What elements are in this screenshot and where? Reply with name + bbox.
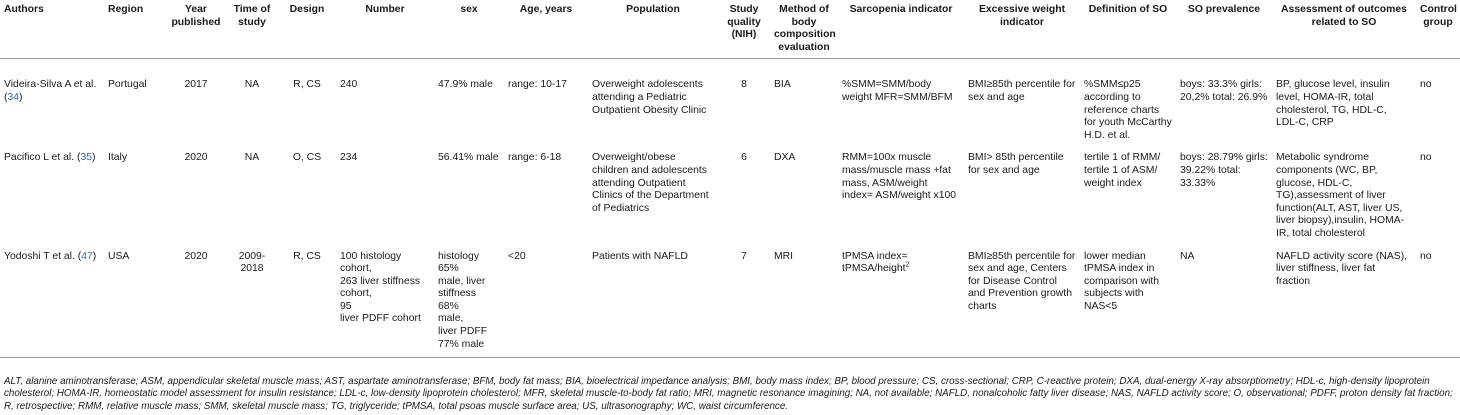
cell-control: no xyxy=(1420,79,1432,91)
cell-method: DXA xyxy=(774,152,796,164)
cell-sarcopenia: %SMM=SMM/body weight MFR=SMM/BFM xyxy=(842,79,953,103)
sex-line: male, xyxy=(438,313,464,325)
sex-line: male, liver xyxy=(438,275,486,287)
cell-prevalence: boys: 33.3% girls: 20,2% total: 26.9% xyxy=(1180,79,1268,103)
table-footnote: ALT, alanine aminotransferase; ASM, appendicular skeletal muscle mass; AST, aspartate aminotransferase; BFM, body fat mass; BIA, bioelectrical impedance analysis; BMI, body mass index; BP, blood pressure; CS, cross-sectional; CRP, C-reactive protein; DXA, dual-energy X-ray absorptiometry; HDL-c, high-density lipoprotein cholesterol; HOMA-IR, homeostatic model assessment for insulin resistance; LDL-c, low-density lipoprotein cholesterol; MFR, skeletal muscle-to-body fat ratio; MRI, magnetic resonance imagining; NA, not available; NAFLD, nonalcoholic fatty liver disease; NAS, NAFLD activity score; O, observational; PDFF, proton density fat fraction; R, retrospective; RMM, relative muscle mass; SMM, skeletal muscle mass; TG, triglyceride; tPMSA, total psoas muscle surface area; US, ultrasonography; WC, waist circumference. xyxy=(4,376,1453,412)
cell-number xyxy=(336,241,434,358)
number-line: 100 histology xyxy=(340,250,402,262)
cell-time: NA xyxy=(244,152,260,164)
cell-outcomes: Metabolic syndrome components (WC, BP, glucose, HDL-C, TG),assessment of liver function(ALT, AST, liver US, liver biopsy),insulin, HOMA-IR, total cholesterol xyxy=(1276,152,1405,239)
header-row xyxy=(0,4,1460,59)
header-method: Method of body composition evaluation xyxy=(774,4,836,53)
cell-time: NA xyxy=(244,79,260,91)
cell-prevalence: boys: 28.79% girls: 39.22% total: 33.33% xyxy=(1180,152,1268,189)
cell-authors xyxy=(0,59,104,142)
cell-number: 240 xyxy=(340,79,358,91)
superscript: 2 xyxy=(905,261,910,269)
cell-design: R, CS xyxy=(293,250,321,262)
cell-number: 234 xyxy=(340,152,358,164)
cell-year: 2020 xyxy=(184,152,208,164)
cell-design: O, CS xyxy=(292,152,322,164)
number-line: cohort, xyxy=(340,263,372,275)
cell-outcomes: BP, glucose level, insulin level, HOMA-IR, total cholesterol, TG, HDL-C, LDL-C, CRP xyxy=(1276,79,1390,129)
sex-line: 65% xyxy=(438,263,459,275)
sex-line: 68% xyxy=(438,300,459,312)
header-design: Design xyxy=(289,4,325,15)
cell-authors xyxy=(0,142,104,240)
cell-quality: 7 xyxy=(741,250,747,262)
author-text: Videira-Silva A et al. ( xyxy=(4,79,97,103)
header-year: Year published xyxy=(171,4,221,28)
cell-sarcopenia xyxy=(838,241,964,358)
cell-region: USA xyxy=(108,250,130,262)
cell-population: Overweight adolescents attending a Pediatric Outpatient Obesity Clinic xyxy=(592,79,707,116)
cell-weight: BMI≥85th percentile for sex and age xyxy=(968,79,1076,103)
author-text: Yodoshi T et al. ( xyxy=(4,250,82,262)
number-line: liver PDFF cohort xyxy=(340,313,421,325)
author-text-end: ) xyxy=(92,250,97,262)
number-line: 263 liver stiffness xyxy=(340,275,421,287)
header-control: Control group xyxy=(1420,4,1457,28)
cell-sex: 47.9% male xyxy=(438,79,493,91)
cell-age: range: 10-17 xyxy=(508,79,567,91)
reference-link[interactable]: 47 xyxy=(81,250,93,262)
header-weight: Excessive weight indicator xyxy=(978,4,1066,28)
cell-method: BIA xyxy=(774,79,791,91)
cell-time: 2009-2018 xyxy=(238,250,266,275)
cell-year: 2017 xyxy=(184,79,208,91)
cell-age: <20 xyxy=(508,250,526,262)
cell-control: no xyxy=(1420,152,1432,164)
sex-line: 77% male xyxy=(438,338,485,350)
cell-definition: tertile 1 of RMM/ tertile 1 of ASM/ weight index xyxy=(1084,152,1161,189)
sex-line: histology xyxy=(438,250,480,262)
cell-definition: %SMM≤p25 according to reference charts for youth McCarthy H.D. et al. xyxy=(1084,79,1172,141)
cell-sex xyxy=(434,241,504,358)
header-prevalence: SO prevalence xyxy=(1187,4,1261,15)
header-definition: Definition of SO xyxy=(1088,4,1168,15)
author-text-end: ) xyxy=(19,91,23,103)
cell-region: Italy xyxy=(108,152,128,164)
cell-definition: lower median tPMSA index in comparison with subjects with NAS<5 xyxy=(1084,250,1160,312)
table-row xyxy=(0,59,1460,142)
cell-year: 2020 xyxy=(184,250,208,262)
header-quality: Study quality (NIH) xyxy=(727,4,761,41)
cell-weight: BMI> 85th percentile for sex and age xyxy=(968,152,1064,176)
cell-population: Patients with NAFLD xyxy=(592,250,688,262)
cell-region: Portugal xyxy=(108,79,147,91)
cell-authors xyxy=(0,241,104,358)
header-number: Number xyxy=(365,4,405,15)
author-text: Pacifico L et al. ( xyxy=(4,152,81,164)
number-line: 95 xyxy=(340,300,352,312)
sarcopenia-line: tPMSA index= xyxy=(842,250,908,262)
header-region: Region xyxy=(108,4,144,15)
author-text-end: ) xyxy=(92,152,96,164)
header-authors: Authors xyxy=(4,4,44,15)
cell-sarcopenia: RMM=100x muscle mass/muscle mass +fat mass, ASM/weight index= ASM/weight x100 xyxy=(842,152,957,202)
cell-outcomes: NAFLD activity score (NAS), liver stiffness, liver fat fraction xyxy=(1276,250,1408,287)
cell-population: Overweight/obese children and adolescents attending Outpatient Clinics of the Department of Pediatrics xyxy=(592,152,709,214)
header-age: Age, years xyxy=(519,4,573,15)
number-line: cohort, xyxy=(340,288,372,300)
cell-design: R, CS xyxy=(293,79,321,91)
cell-age: range: 6-18 xyxy=(508,152,562,164)
cell-quality: 6 xyxy=(741,152,747,164)
cell-quality: 8 xyxy=(741,79,747,91)
studies-table xyxy=(0,4,1460,358)
header-outcomes: Assessment of outcomes related to SO xyxy=(1281,4,1407,28)
cell-control: no xyxy=(1420,250,1432,262)
header-time: Time of study xyxy=(233,4,271,28)
reference-link[interactable]: 34 xyxy=(7,91,20,103)
reference-link[interactable]: 35 xyxy=(80,152,92,164)
header-population: Population xyxy=(626,4,680,15)
sarcopenia-line xyxy=(842,263,960,276)
cell-prevalence: NA xyxy=(1180,250,1195,262)
cell-method: MRI xyxy=(774,250,794,262)
table-row xyxy=(0,142,1460,240)
header-sarcopenia: Sarcopenia indicator xyxy=(849,4,953,15)
header-sex: sex xyxy=(460,4,478,15)
sex-line: stiffness xyxy=(438,288,476,300)
sex-line: liver PDFF xyxy=(438,326,488,338)
cell-weight: BMI≥85th percentile for sex and age, Centers for Disease Control and Prevention growth charts xyxy=(968,250,1076,312)
cell-sex: 56.41% male xyxy=(438,152,499,164)
table-row xyxy=(0,241,1460,358)
sarcopenia-formula: tPMSA/height xyxy=(842,263,906,275)
